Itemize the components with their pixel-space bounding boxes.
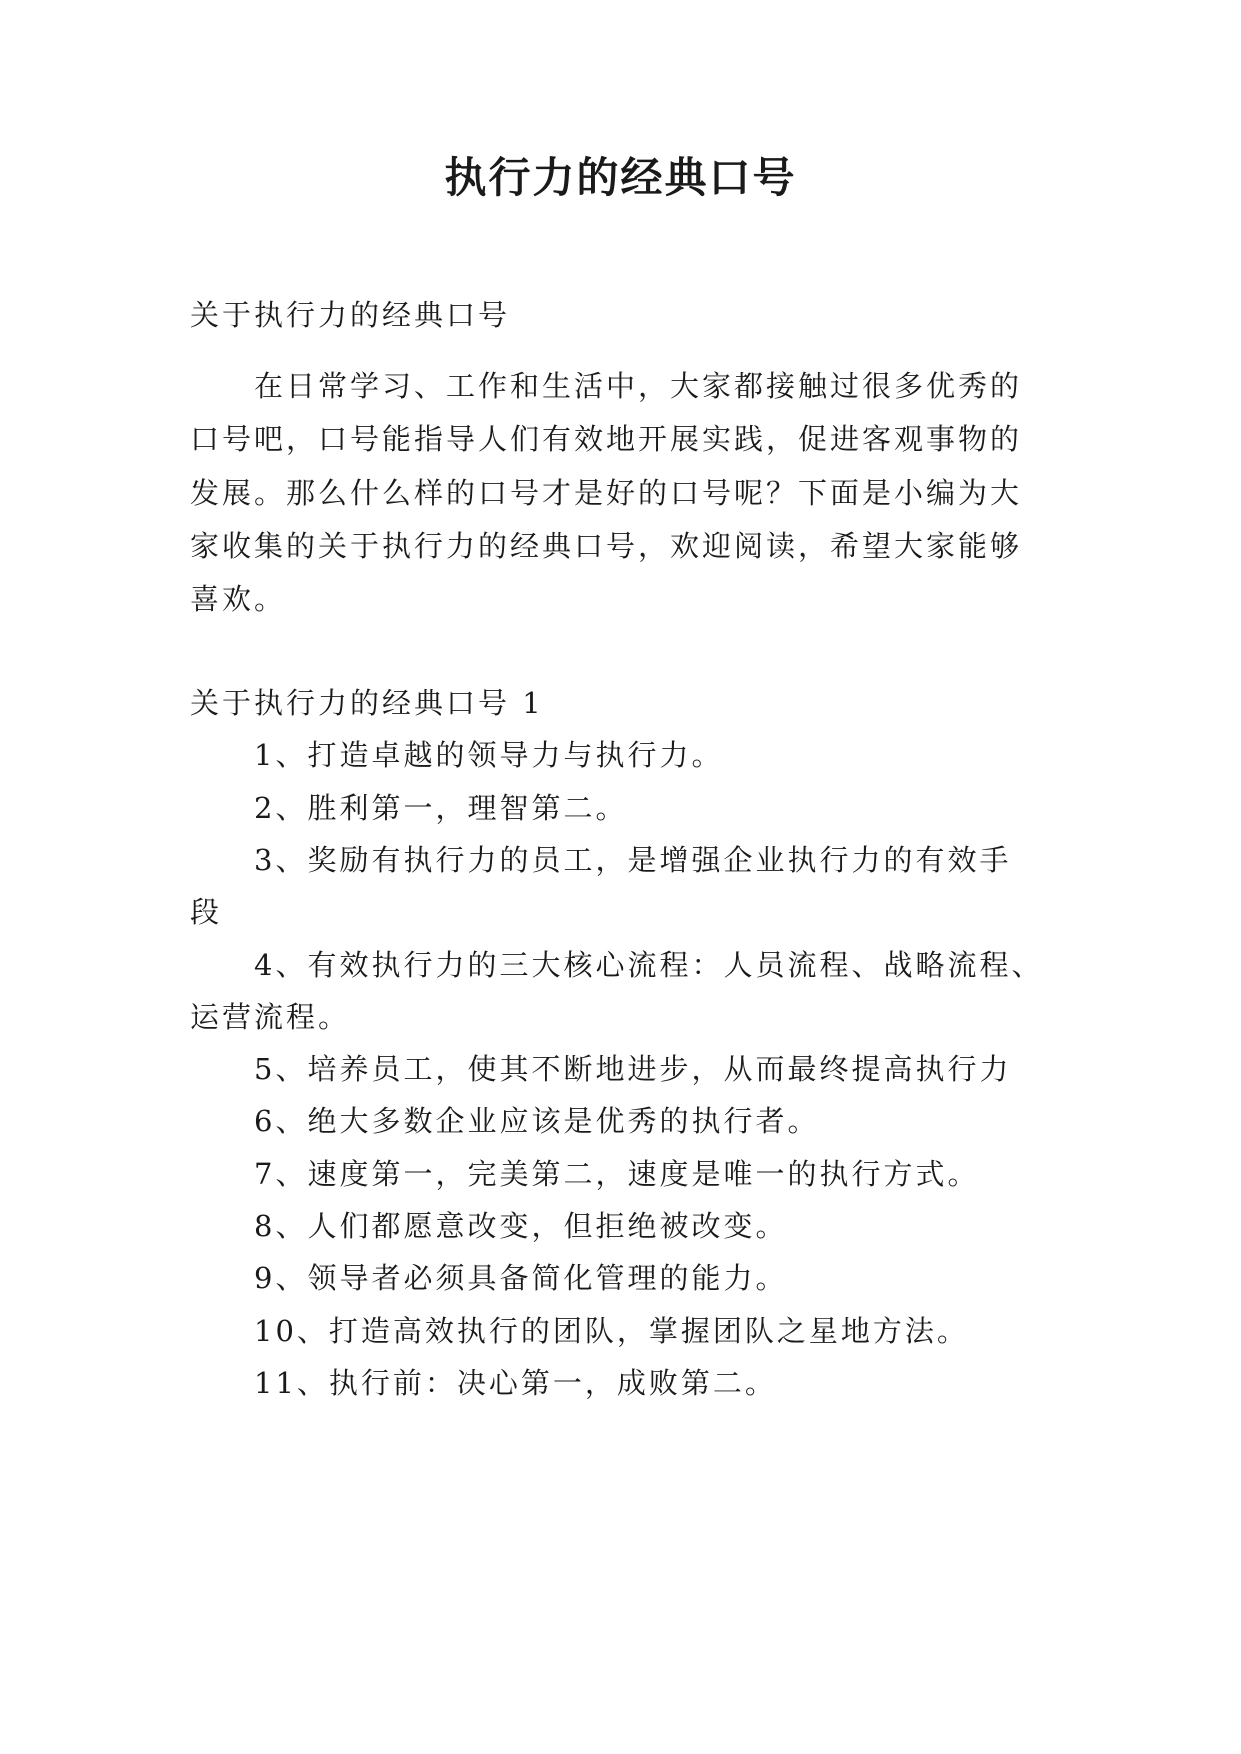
list-line-9: 9、领导者必须具备简化管理的能力。 <box>254 1261 788 1295</box>
intro-line-5: 喜欢。 <box>190 582 287 616</box>
document-title: 执行力的经典口号 <box>444 153 797 202</box>
list-line-5: 5、培养员工，使其不断地进步，从而最终提高执行力 <box>254 1052 1012 1086</box>
list-line-1: 1、打造卓越的领导力与执行力。 <box>254 738 724 772</box>
list-line-8: 8、人们都愿意改变，但拒绝被改变。 <box>254 1209 788 1243</box>
list-line-11: 11、执行前：决心第一，成败第二。 <box>254 1366 777 1400</box>
list-line-4: 4、有效执行力的三大核心流程：人员流程、战略流程、 <box>254 948 1044 982</box>
list-line-10: 10、打造高效执行的团队，掌握团队之星地方法。 <box>254 1314 969 1348</box>
list-line-3: 3、奖励有执行力的员工，是增强企业执行力的有效手 <box>254 843 1012 877</box>
section-heading: 关于执行力的经典口号 1 <box>190 686 544 720</box>
list-line-3-continued: 段 <box>190 895 223 929</box>
intro-line-4: 家收集的关于执行力的经典口号，欢迎阅读，希望大家能够 <box>190 529 1023 563</box>
list-line-7: 7、速度第一，完美第二，速度是唯一的执行方式。 <box>254 1157 980 1191</box>
list-line-6: 6、绝大多数企业应该是优秀的执行者。 <box>254 1104 820 1138</box>
list-line-2: 2、胜利第一，理智第二。 <box>254 791 628 825</box>
list-line-4-continued: 运营流程。 <box>190 1000 351 1034</box>
intro-line-2: 口号吧，口号能指导人们有效地开展实践，促进客观事物的 <box>190 422 1023 456</box>
intro-line-1: 在日常学习、工作和生活中，大家都接触过很多优秀的 <box>254 369 1023 403</box>
intro-line-3: 发展。那么什么样的口号才是好的口号呢？下面是小编为大 <box>190 476 1023 510</box>
document-subtitle: 关于执行力的经典口号 <box>190 298 511 332</box>
